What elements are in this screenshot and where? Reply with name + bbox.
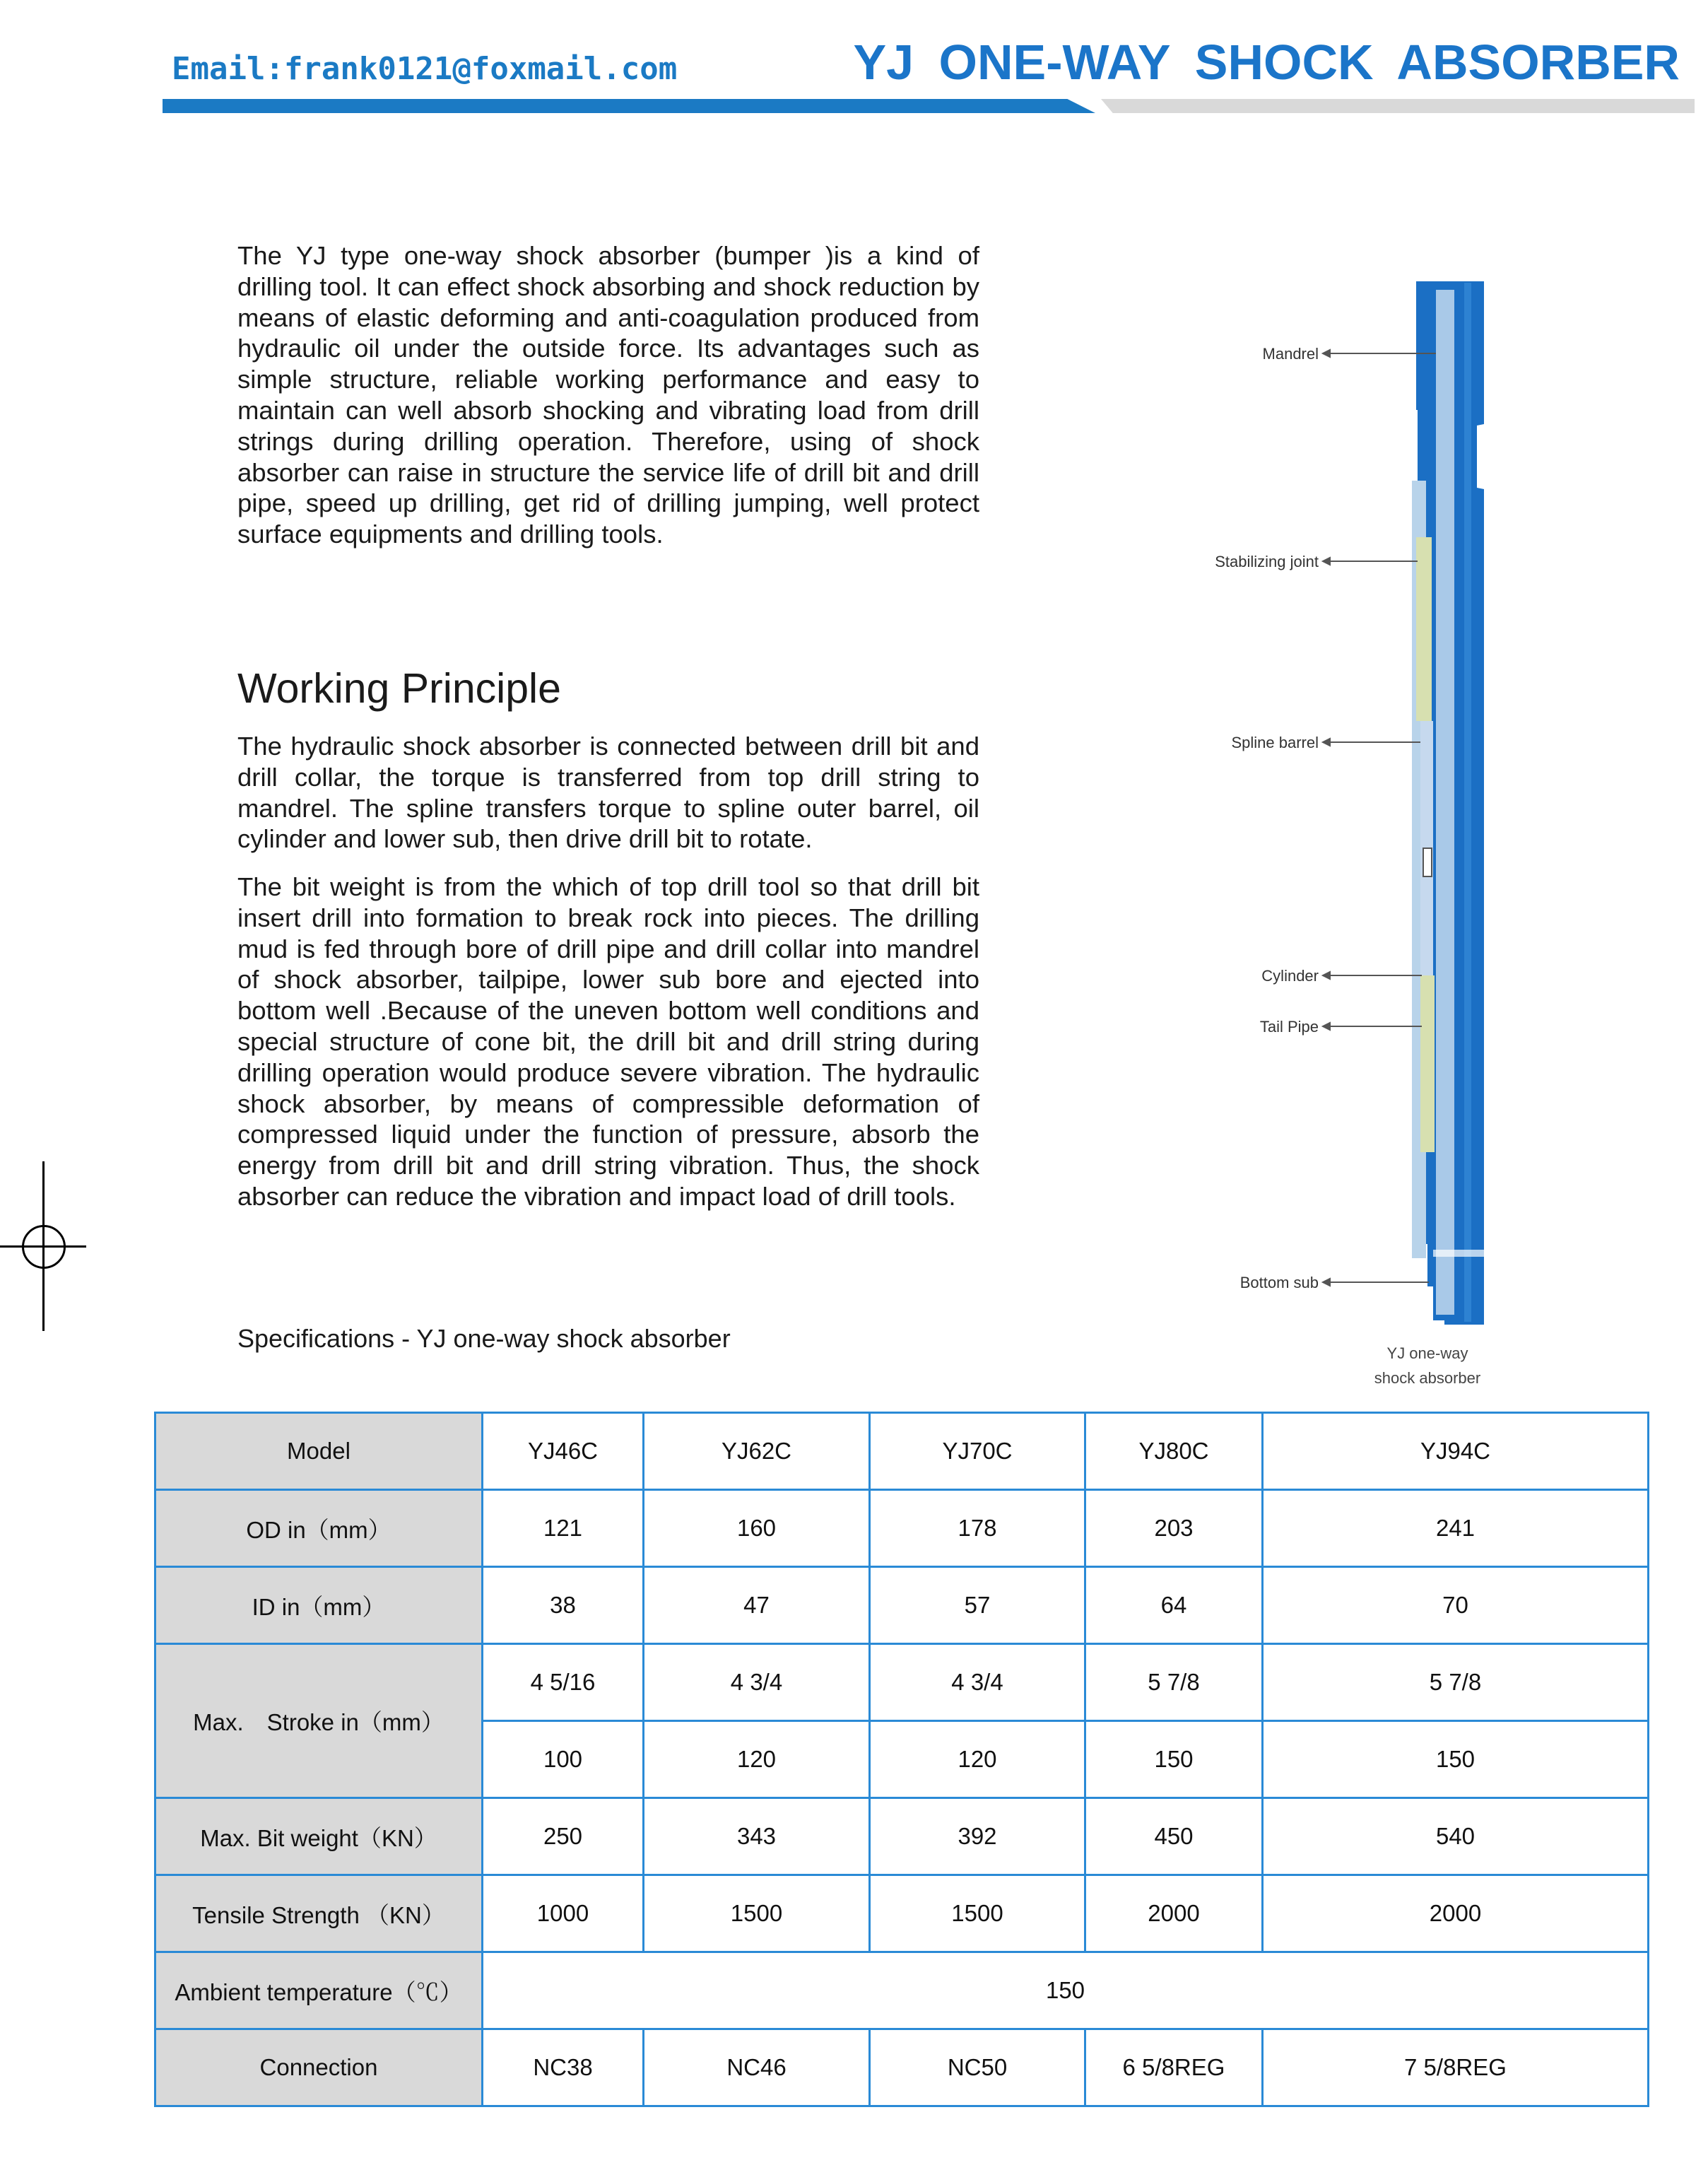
cell-connection: NC50	[870, 2029, 1085, 2106]
shock-absorber-diagram	[1187, 269, 1512, 1400]
bottom-sub-collar	[1433, 1250, 1484, 1257]
cell-stroke-mm: 150	[1263, 1721, 1649, 1798]
cell-id: 64	[1085, 1567, 1263, 1644]
cell-stroke-mm: 150	[1085, 1721, 1263, 1798]
cell-stroke-in: 5 7/8	[1263, 1644, 1649, 1721]
table-row-stroke-in	[155, 1644, 1649, 1721]
table-row-model	[155, 1413, 1649, 1490]
intro-paragraph: The YJ type one-way shock absorber (bumper )is a kind of drilling tool. It can effect shock absorbing and shock reduction by means of elastic deforming and anti-coagulation produced from hydraulic oil under the outside force. Its advantages such as simple structure, reliable working performance and easy to maintain can well absorb shocking and vibrating load from drill strings during drilling operation. Therefore, using of shock absorber can raise in structure the service life of drill bit and drill pipe, speed up drilling, get rid of drilling jumping, well protect surface equipments and drilling tools.	[237, 241, 979, 549]
label-spline-barrel: Spline barrel	[1231, 734, 1319, 751]
cell-tensile: 2000	[1263, 1875, 1649, 1952]
cell-model: YJ80C	[1085, 1413, 1263, 1490]
specifications-title: Specifications - YJ one-way shock absorber	[237, 1324, 731, 1353]
cell-od: 178	[870, 1490, 1085, 1567]
cell-od: 241	[1263, 1490, 1649, 1567]
cell-bit-weight: 250	[483, 1798, 644, 1875]
diagram-caption-line-2: shock absorber	[1374, 1369, 1481, 1387]
cell-stroke-in: 5 7/8	[1085, 1644, 1263, 1721]
email-address: Email:frank0121@foxmail.com	[172, 51, 678, 87]
cell-id: 70	[1263, 1567, 1649, 1644]
page-title: YJ ONE-WAY SHOCK ABSORBER	[853, 35, 1680, 90]
cell-stroke-in: 4 5/16	[483, 1644, 644, 1721]
row-label-ambient: Ambient temperature（℃）	[155, 1952, 483, 2029]
row-label-tensile: Tensile Strength （KN）	[155, 1875, 483, 1952]
label-cylinder: Cylinder	[1261, 967, 1319, 985]
cell-od: 121	[483, 1490, 644, 1567]
cell-tensile: 1500	[870, 1875, 1085, 1952]
cell-ambient: 150	[483, 1952, 1649, 2029]
cell-connection: NC38	[483, 2029, 644, 2106]
label-mandrel: Mandrel	[1262, 345, 1319, 363]
stabilizing-insert	[1416, 537, 1432, 721]
cell-tensile: 1000	[483, 1875, 644, 1952]
cell-bit-weight: 450	[1085, 1798, 1263, 1875]
cell-id: 38	[483, 1567, 644, 1644]
cylinder-insert	[1420, 975, 1435, 1152]
row-label-model: Model	[155, 1413, 483, 1490]
cell-model: YJ62C	[644, 1413, 870, 1490]
crosshair-circle	[22, 1225, 66, 1269]
table-row-bit-weight	[155, 1798, 1649, 1875]
row-label-bit-weight: Max. Bit weight（KN）	[155, 1798, 483, 1875]
cell-stroke-mm: 120	[644, 1721, 870, 1798]
cell-od: 203	[1085, 1490, 1263, 1567]
header-bar-blue	[163, 99, 1095, 113]
label-stabilizing-joint: Stabilizing joint	[1215, 553, 1319, 570]
cell-id: 57	[870, 1567, 1085, 1644]
cell-id: 47	[644, 1567, 870, 1644]
cell-stroke-in: 4 3/4	[644, 1644, 870, 1721]
seal-ring	[1423, 848, 1432, 876]
label-tail-pipe: Tail Pipe	[1259, 1018, 1319, 1036]
working-paragraph-2: The bit weight is from the which of top drill tool so that drill bit insert drill into formation to break rock into pieces. The drilling mud is fed through bore of drill pipe and drill collar into mandrel of shock absorber, tailpipe, lower sub bore and ejected into bottom well .Because of the uneven bottom well conditions and special structure of cone bit, the drill bit and drill string during drilling operation would produce severe vibration. The hydraulic shock absorber, by means of compressible deformation of compressed liquid under the function of pressure, absorb the energy from drill bit and drill string vibration. Thus, the shock absorber can reduce the vibration and impact load of drill tools.	[237, 872, 979, 1211]
specifications-table	[154, 1412, 1649, 2107]
row-label-stroke: Max. Stroke in（mm）	[155, 1644, 483, 1798]
cell-stroke-mm: 100	[483, 1721, 644, 1798]
working-paragraph-1: The hydraulic shock absorber is connected between drill bit and drill collar, the torque is transferred from top drill string to mandrel. The spline transfers torque to spline outer barrel, oil cylinder and lower sub, then drive drill bit to rotate.	[237, 732, 979, 854]
cell-bit-weight: 540	[1263, 1798, 1649, 1875]
cell-model: YJ46C	[483, 1413, 644, 1490]
absorber-bore	[1436, 290, 1454, 1315]
cell-connection: 6 5/8REG	[1085, 2029, 1263, 2106]
cell-od: 160	[644, 1490, 870, 1567]
cell-stroke-in: 4 3/4	[870, 1644, 1085, 1721]
row-label-connection: Connection	[155, 2029, 483, 2106]
table-row-id	[155, 1567, 1649, 1644]
header-bar-grey	[1101, 99, 1695, 113]
label-bottom-sub: Bottom sub	[1239, 1274, 1319, 1291]
working-principle-heading: Working Principle	[237, 665, 561, 712]
row-label-od: OD in（mm）	[155, 1490, 483, 1567]
table-row-tensile	[155, 1875, 1649, 1952]
cell-model: YJ94C	[1263, 1413, 1649, 1490]
cell-tensile: 2000	[1085, 1875, 1263, 1952]
cell-connection: NC46	[644, 2029, 870, 2106]
row-label-id: ID in（mm）	[155, 1567, 483, 1644]
cell-bit-weight: 343	[644, 1798, 870, 1875]
cell-bit-weight: 392	[870, 1798, 1085, 1875]
diagram-caption-line-1: YJ one-way	[1386, 1344, 1468, 1362]
cell-model: YJ70C	[870, 1413, 1085, 1490]
table-row-od	[155, 1490, 1649, 1567]
cell-tensile: 1500	[644, 1875, 870, 1952]
table-row-connection	[155, 2029, 1649, 2106]
absorber-shine	[1464, 283, 1471, 1322]
table-row-ambient	[155, 1952, 1649, 2029]
cell-connection: 7 5/8REG	[1263, 2029, 1649, 2106]
cell-stroke-mm: 120	[870, 1721, 1085, 1798]
